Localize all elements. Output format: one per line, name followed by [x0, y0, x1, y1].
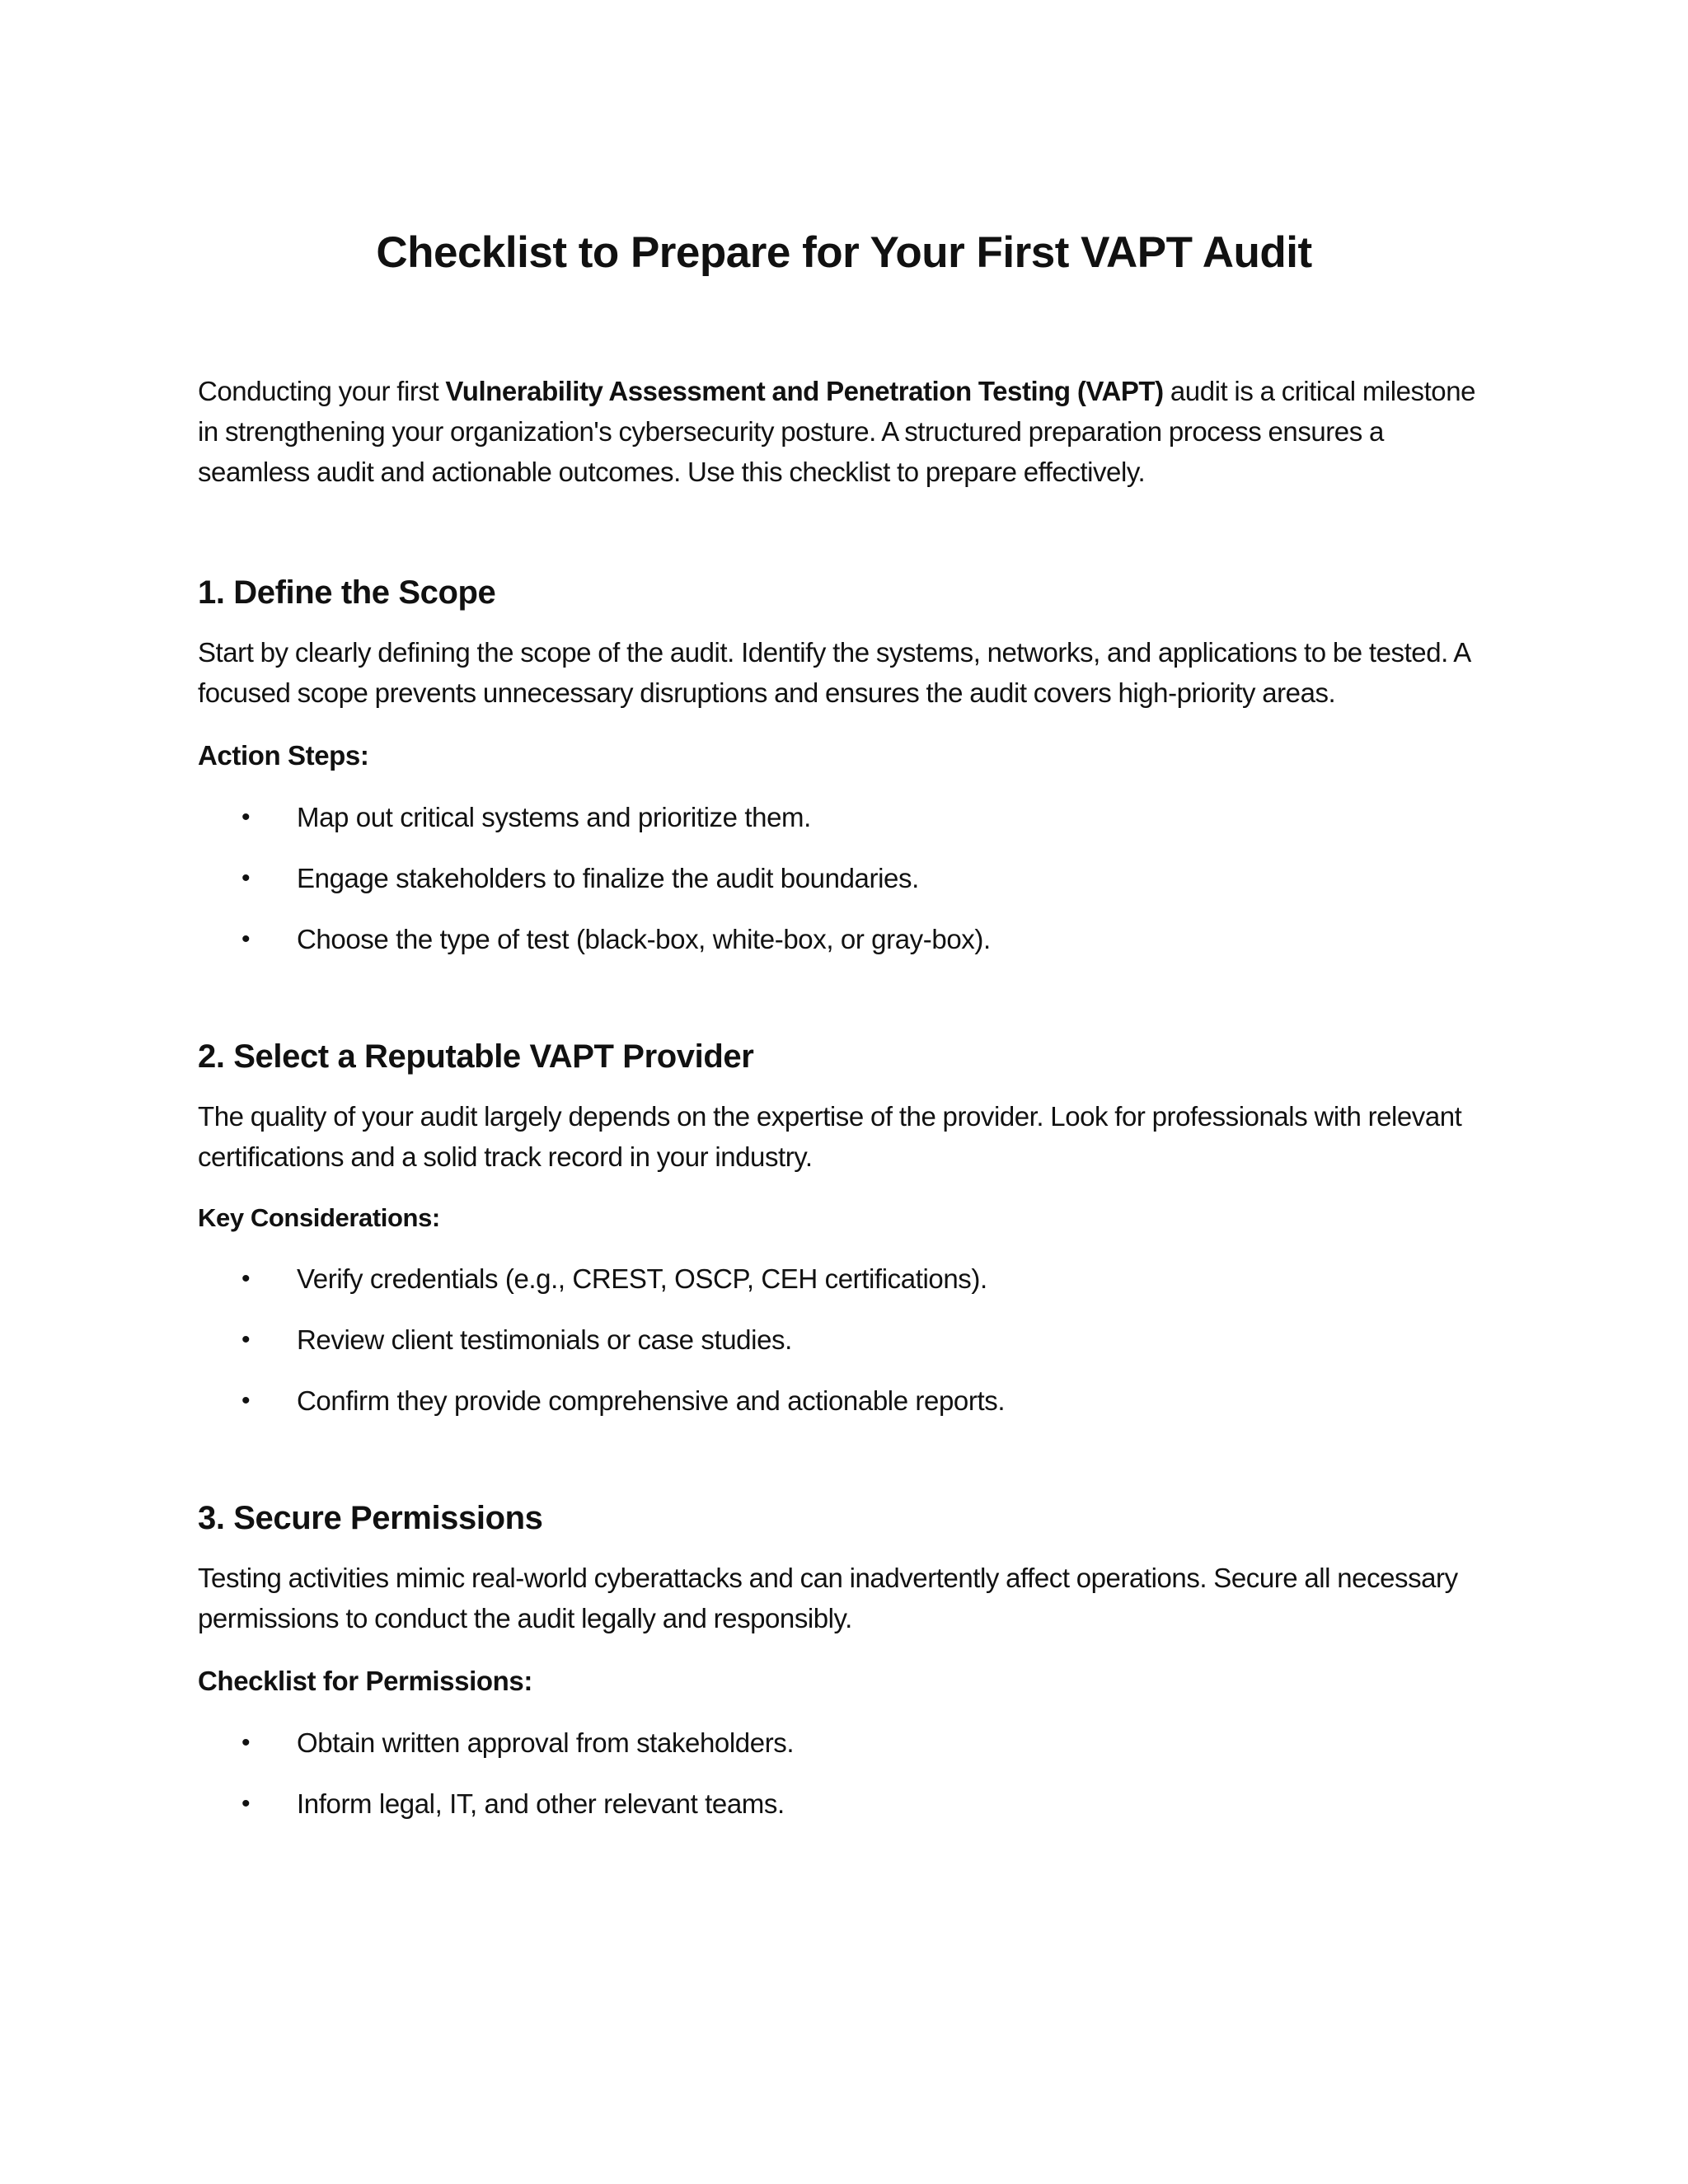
list-item-text: Choose the type of test (black-box, white-box, or gray-box). [297, 924, 991, 954]
section-subheading: Action Steps: [198, 740, 369, 771]
section-subheading: Key Considerations: [198, 1203, 440, 1232]
list-item-text: Review client testimonials or case studies. [297, 1324, 792, 1355]
section-select-provider [198, 1033, 1484, 1421]
list-item-text: Engage stakeholders to finalize the audit boundaries. [297, 863, 919, 893]
list-item [198, 1380, 1484, 1421]
list-item [198, 1722, 1484, 1763]
intro-paragraph [198, 371, 1484, 492]
list-item-text: Obtain written approval from stakeholders. [297, 1727, 795, 1758]
document-body [198, 371, 1484, 1824]
bullet-icon: • [241, 865, 251, 892]
section-subheading: Checklist for Permissions: [198, 1666, 532, 1696]
bullet-icon: • [241, 926, 251, 953]
document-title: Checklist to Prepare for Your First VAPT Audit [376, 227, 1312, 277]
bullet-list [198, 797, 1484, 959]
section-secure-permissions [198, 1495, 1484, 1824]
intro-text-suffix: audit is a critical milestone in strengthening your organization's cybersecurity posture. A structured preparation process ensures a seamless audit and actionable outcomes. Use this checklist to prepare effectively. [198, 376, 1476, 487]
bullet-icon: • [241, 1790, 251, 1817]
bullet-list [198, 1258, 1484, 1421]
bullet-icon: • [241, 1326, 251, 1353]
list-item [198, 1319, 1484, 1360]
section-define-scope [198, 569, 1484, 959]
section-heading: 2. Select a Reputable VAPT Provider [198, 1038, 754, 1075]
list-item-text: Map out critical systems and prioritize them. [297, 802, 811, 832]
section-body: Testing activities mimic real-world cyberattacks and can inadvertently affect operations. Secure all necessary permissions to conduct the audit legally and responsibly. [198, 1563, 1458, 1633]
bullet-icon: • [241, 804, 251, 831]
bullet-icon: • [241, 1729, 251, 1756]
list-item [198, 858, 1484, 898]
section-heading: 1. Define the Scope [198, 574, 496, 611]
section-heading: 3. Secure Permissions [198, 1500, 543, 1536]
section-body: Start by clearly defining the scope of the audit. Identify the systems, networks, and applications to be tested. A focused scope prevents unnecessary disruptions and ensures the audit covers high-priority areas. [198, 637, 1470, 708]
list-item [198, 919, 1484, 959]
list-item-text: Confirm they provide comprehensive and actionable reports. [297, 1385, 1006, 1416]
list-item [198, 1258, 1484, 1299]
list-item [198, 1783, 1484, 1824]
intro-text-prefix: Conducting your first [198, 376, 446, 406]
list-item-text: Inform legal, IT, and other relevant teams. [297, 1788, 785, 1819]
bullet-icon: • [241, 1265, 251, 1292]
intro-text-bold: Vulnerability Assessment and Penetration Testing (VAPT) [445, 376, 1164, 406]
bullet-icon: • [241, 1387, 251, 1414]
list-item-text: Verify credentials (e.g., CREST, OSCP, CEH certifications). [297, 1263, 987, 1294]
list-item [198, 797, 1484, 837]
bullet-list [198, 1722, 1484, 1824]
section-body: The quality of your audit largely depends on the expertise of the provider. Look for professionals with relevant certifications and a solid track record in your industry. [198, 1101, 1462, 1172]
